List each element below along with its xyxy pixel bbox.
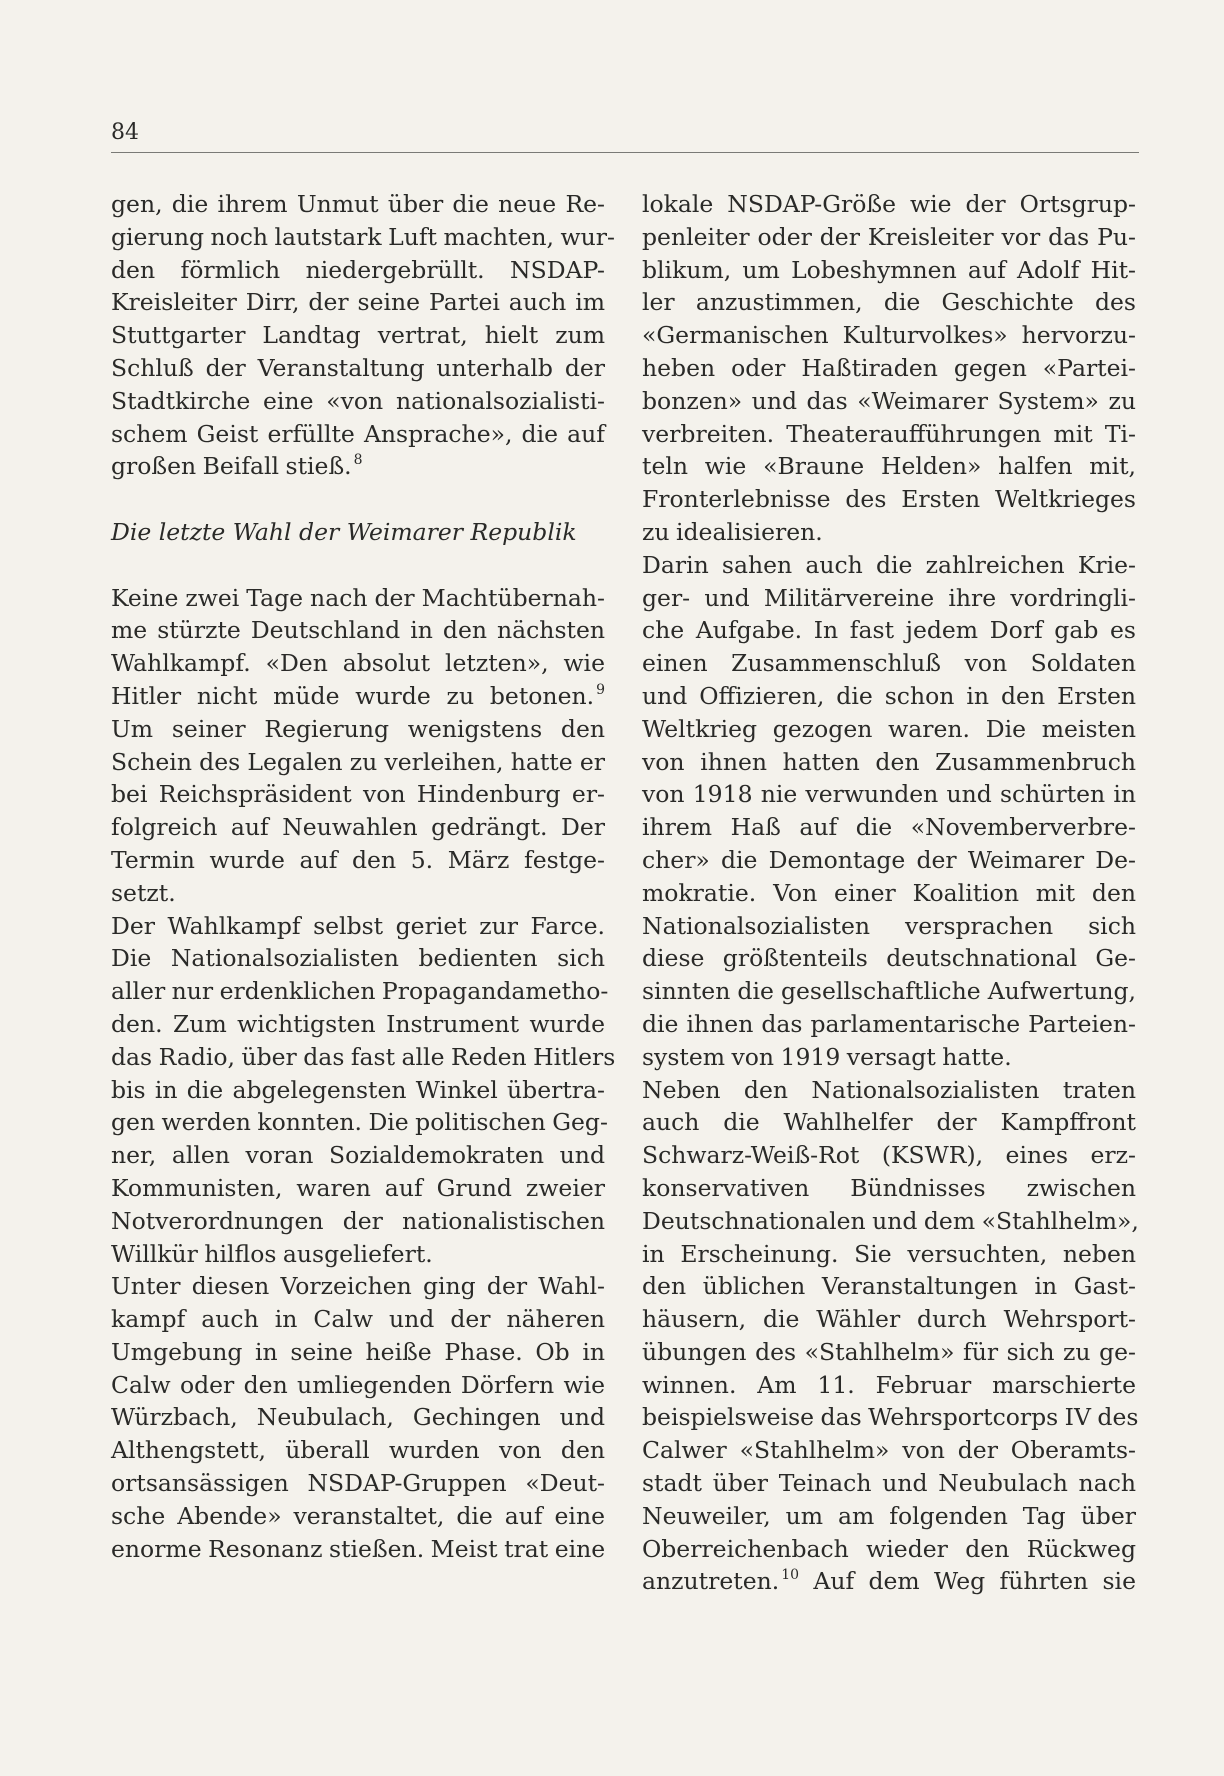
text-line: häusern, die Wähler durch Wehrsport- [642,1305,1136,1334]
left-column [111,188,616,1565]
page-number: 84 [111,120,139,145]
text-line: die ihnen das parlamentarische Parteien- [642,1009,1136,1038]
text-line: me stürzte Deutschland in den nächsten [111,616,605,645]
text-line: Neuweiler, um am folgenden Tag über [642,1501,1136,1530]
text-line: lokale NSDAP-Größe wie der Ortsgrup- [642,190,1136,218]
text-line: Nationalsozialisten versprachen sich [642,911,1136,940]
spacer [111,549,605,582]
text-line: ger- und Militärvereine ihre vordringli- [642,583,1136,612]
paragraph-4 [111,1270,605,1565]
text-line: auch die Wahlhelfer der Kampffront [642,1108,1136,1137]
text-line: Wahlkampf. «Den absolut letzten», wie [111,649,605,678]
text-line: diese größtenteils deutschnational Ge- [642,944,1136,973]
text-line: Willkür hilflos ausgeliefert. [111,1239,433,1268]
text-line: beispielsweise das Wehrsportcorps IV des [642,1403,1139,1432]
text-line: Stadtkirche eine «von nationalsozialisti- [111,386,605,415]
text-line: übungen des «Stahlhelm» für sich zu ge- [642,1337,1136,1366]
text-line: bonzen» und das «Weimarer System» zu [642,386,1136,415]
line-text: Hitler nicht müde wurde zu betonen. [111,681,595,710]
text-line: Notverordnungen der nationalistischen [111,1206,605,1235]
text-line: Umgebung in seine heiße Phase. Ob in [111,1337,605,1366]
text-line: che Aufgabe. In fast jedem Dorf gab es [642,616,1136,645]
text-line: enorme Resonanz stießen. Meist trat eine [111,1534,606,1563]
paragraph-2 [111,582,605,910]
text-line: sche Abende» veranstaltet, die auf eine [111,1501,605,1530]
text-line: ortsansässigen NSDAP-Gruppen «Deut- [111,1469,605,1498]
text-line: bis in die abgelegensten Winkel übertra- [111,1075,605,1104]
text-line [111,680,605,713]
text-line: Darin sahen auch die zahlreichen Krie- [642,550,1136,579]
text-line: Keine zwei Tage nach der Machtübernah- [111,583,605,612]
text-line: gierung noch lautstark Luft machten, wur- [111,222,615,251]
text-line [642,1565,1136,1598]
paragraph-3 [111,910,616,1271]
text-line: Stuttgarter Landtag vertrat, hielt zum [111,321,605,350]
text-line: schem Geist erfüllte Ansprache», die auf [111,419,605,448]
text-line: zu idealisieren. [642,517,823,546]
text-line: Neben den Nationalsozialisten traten [642,1075,1136,1104]
text-line: sinnten die gesellschaftliche Aufwertung, [642,977,1136,1006]
text-line: Calwer «Stahlhelm» von der Oberamts- [642,1436,1136,1465]
text-line: winnen. Am 11. Februar marschierte [642,1370,1136,1399]
text-line: von ihnen hatten den Zusammenbruch [642,747,1136,776]
paragraph-1 [642,188,1136,549]
text-line: Kreisleiter Dirr, der seine Partei auch im [111,288,605,317]
text-line: Um seiner Regierung wenigstens den [111,714,605,743]
text-line: einen Zusammenschluß von Soldaten [642,649,1136,678]
text-line: mokratie. Von einer Koalition mit den [642,878,1136,907]
text-line: heben oder Haßtiraden gegen «Partei- [642,353,1136,382]
paragraph-1 [111,188,615,483]
text-line: cher» die Demontage der Weimarer De- [642,845,1136,874]
text-line: das Radio, über das fast alle Reden Hitlers [111,1042,616,1071]
text-line: ner, allen voran Sozialdemokraten und [111,1141,605,1170]
text-line: «Germanischen Kulturvolkes» hervorzu- [642,321,1136,350]
text-line: Die Nationalsozialisten bedienten sich [111,944,605,973]
text-line [111,450,605,483]
right-column [642,188,1139,1598]
text-line: Der Wahlkampf selbst geriet zur Farce. [111,911,605,940]
text-line: gen werden konnten. Die politischen Geg- [111,1108,608,1137]
text-line: Althengstett, überall wurden von den [111,1436,605,1465]
text-line: konservativen Bündnisses zwischen [642,1173,1136,1202]
text-line: und Offizieren, die schon in den Ersten [642,681,1136,710]
text-line: den. Zum wichtigsten Instrument wurde [111,1009,605,1038]
text-line: setzt. [111,878,176,907]
text-line: von 1918 nie verwunden und schürten in [642,780,1136,809]
text-line: den üblichen Veranstaltungen in Gast- [642,1272,1136,1301]
text-line: den förmlich niedergebrüllt. NSDAP- [111,255,605,284]
footnote-marker: 8 [353,452,363,469]
text-line: Würzbach, Neubulach, Gechingen und [111,1403,605,1432]
line-text: anzutreten. [642,1567,780,1596]
line-text: großen Beifall stieß. [111,452,352,481]
text-line: blikum, um Lobeshymnen auf Adolf Hit- [642,255,1136,284]
text-line: kampf auch in Calw und der näheren [111,1305,605,1334]
text-line: system von 1919 versagt hatte. [642,1042,1012,1071]
text-line: bei Reichspräsident von Hindenburg er- [111,780,605,809]
footnote-marker: 10 [781,1567,800,1584]
text-line: Calw oder den umliegenden Dörfern wie [111,1370,605,1399]
text-line: Schluß der Veranstaltung unterhalb der [111,353,605,382]
text-line: folgreich auf Neuwahlen gedrängt. Der [111,813,605,842]
paragraph-2 [642,549,1136,1074]
text-line: in Erscheinung. Sie versuchten, neben [642,1239,1136,1268]
text-line: Schein des Legalen zu verleihen, hatte er [111,747,605,776]
text-line: verbreiten. Theateraufführungen mit Ti- [642,419,1136,448]
header-rule [111,152,1139,153]
text-line: ihrem Haß auf die «Novemberverbre- [642,813,1136,842]
text-line: penleiter oder der Kreisleiter vor das Pu- [642,222,1136,251]
paragraph-3 [642,1074,1139,1599]
text-line: aller nur erdenklichen Propagandametho- [111,977,609,1006]
text-line: Kommunisten, waren auf Grund zweier [111,1173,605,1202]
text-line: teln wie «Braune Helden» halfen mit, [642,452,1136,481]
text-line: gen, die ihrem Unmut über die neue Re- [111,190,605,218]
spacer [111,483,605,516]
text-line: Termin wurde auf den 5. März festge- [111,845,605,874]
text-line: Oberreichenbach wieder den Rückweg [642,1534,1136,1563]
text-line: ler anzustimmen, die Geschichte des [642,288,1136,317]
text-line: Unter diesen Vorzeichen ging der Wahl- [111,1272,605,1301]
text-line: stadt über Teinach und Neubulach nach [642,1469,1136,1498]
line-text: Auf dem Weg führten sie [813,1567,1136,1596]
text-line: Weltkrieg gezogen waren. Die meisten [642,714,1136,743]
text-line: Fronterlebnisse des Ersten Weltkrieges [642,485,1136,514]
text-line: Schwarz-Weiß-Rot (KSWR), eines erz- [642,1141,1136,1170]
text-line: Deutschnationalen und dem «Stahlhelm», [642,1206,1139,1235]
footnote-marker: 9 [596,681,605,698]
section-heading: Die letzte Wahl der Weimarer Republik [111,517,577,546]
